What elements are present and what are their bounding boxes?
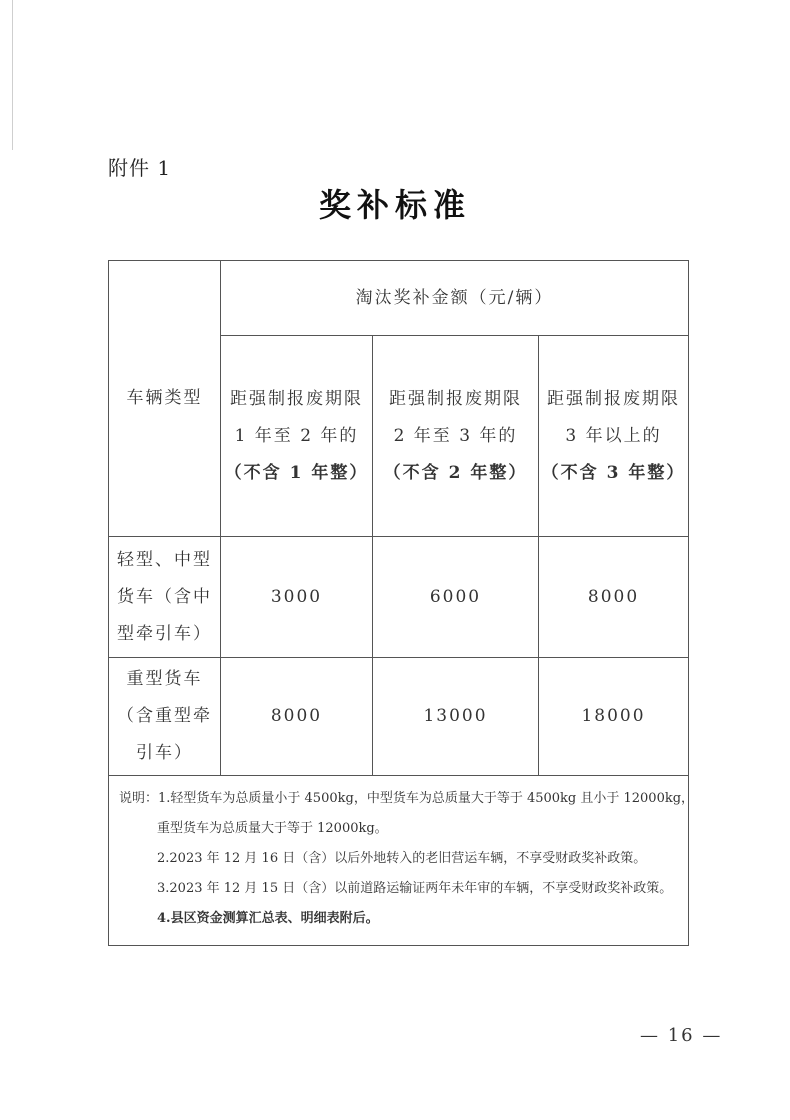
table-row xyxy=(109,658,689,776)
period-header: 距强制报废期限 3 年以上的 （不含 3 年整） xyxy=(539,336,689,537)
amount-cell: 3000 xyxy=(221,537,373,658)
note-line: 3.2023 年 12 月 15 日（含）以前道路运输证两年未年审的车辆，不享受财政奖补政策。 xyxy=(157,881,673,896)
amount-header: 淘汰奖补金额（元/辆） xyxy=(221,261,689,336)
notes-cell xyxy=(109,776,695,946)
amount-cell: 8000 xyxy=(221,658,373,776)
vehicle-type-cell: 轻型、中型 货车（含中 型牵引车） xyxy=(109,537,221,658)
note-line: 说明：1.轻型货车为总质量小于 4500kg，中型货车为总质量大于等于 4500kg 且小于 12000kg， xyxy=(119,791,695,806)
table-row xyxy=(109,537,689,658)
note-line: 重型货车为总质量大于等于 12000kg。 xyxy=(157,821,388,836)
page-title: 奖补标准 xyxy=(318,186,471,224)
amount-cell: 13000 xyxy=(373,658,539,776)
vehicle-type-header: 车辆类型 xyxy=(109,261,221,537)
vehicle-type-cell: 重型货车 （含重型牵 引车） xyxy=(109,658,221,776)
note-line: 2.2023 年 12 月 16 日（含）以后外地转入的老旧营运车辆，不享受财政奖补政策。 xyxy=(157,851,647,866)
note-line: 4.县区资金测算汇总表、明细表附后。 xyxy=(157,911,379,926)
amount-cell: 6000 xyxy=(373,537,539,658)
amount-cell: 18000 xyxy=(539,658,689,776)
amount-cell: 8000 xyxy=(539,537,689,658)
attachment-label: 附件 1 xyxy=(108,156,172,180)
page-number: — 16 — xyxy=(640,1025,723,1046)
period-header: 距强制报废期限 2 年至 3 年的 （不含 2 年整） xyxy=(373,336,539,537)
subsidy-table xyxy=(108,260,695,946)
scan-page-edge xyxy=(12,0,13,150)
period-header: 距强制报废期限 1 年至 2 年的 （不含 1 年整） xyxy=(221,336,373,537)
